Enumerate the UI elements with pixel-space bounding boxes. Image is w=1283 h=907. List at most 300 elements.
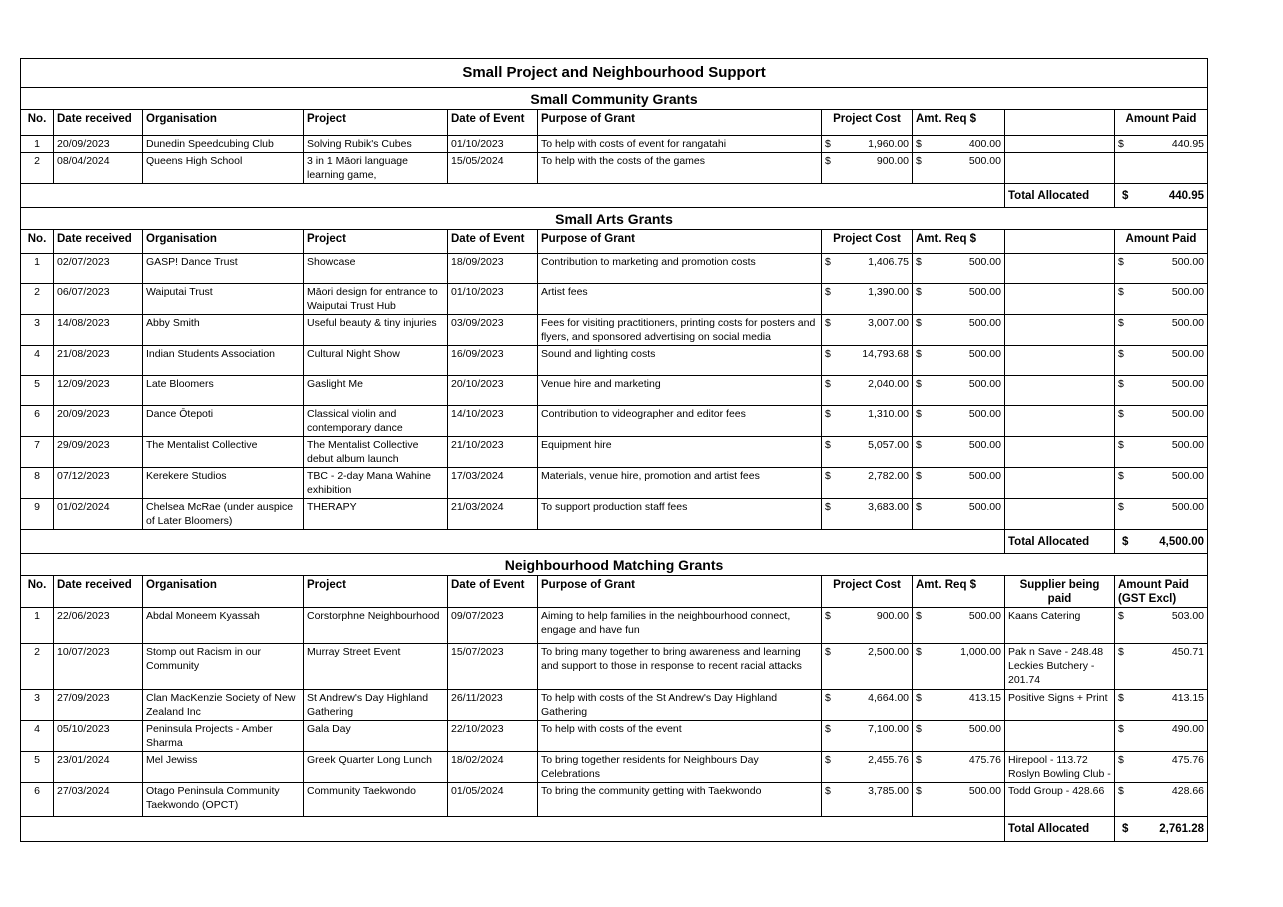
cell-no: 2 xyxy=(21,644,54,690)
currency-symbol: $ xyxy=(825,408,831,420)
section-title: Neighbourhood Matching Grants xyxy=(21,554,1208,576)
currency-symbol: $ xyxy=(1118,348,1124,360)
cell-project: TBC - 2-day Mana Wahine exhibition xyxy=(304,468,448,499)
cell-amount-paid-value: 500.00 xyxy=(1171,470,1205,482)
column-header xyxy=(1115,230,1208,254)
column-header: Date received xyxy=(54,576,143,608)
cell-purpose: To help with costs of event for rangatahi xyxy=(538,136,822,153)
cell-purpose: Venue hire and marketing xyxy=(538,376,822,406)
column-header: Purpose of Grant xyxy=(538,230,822,254)
total-amount xyxy=(1115,817,1208,842)
column-header: Date received xyxy=(54,110,143,136)
section-title-row xyxy=(21,208,1208,230)
column-header: No. xyxy=(21,230,54,254)
cell-amount-paid-value: 500.00 xyxy=(1171,408,1205,420)
header-row xyxy=(21,576,1208,608)
table-row xyxy=(21,284,1208,315)
cell-supplier: Positive Signs + Print xyxy=(1005,690,1115,721)
total-label: Total Allocated xyxy=(1005,530,1115,554)
total-value: 2,761.28 xyxy=(1159,823,1205,835)
currency-symbol: $ xyxy=(1118,286,1124,298)
currency-symbol: $ xyxy=(1118,754,1124,766)
cell-org: Queens High School xyxy=(143,153,304,184)
total-row xyxy=(21,817,1208,842)
cell-org: Kerekere Studios xyxy=(143,468,304,499)
cell-no: 1 xyxy=(21,608,54,644)
column-header: No. xyxy=(21,576,54,608)
cell-org: The Mentalist Collective xyxy=(143,437,304,468)
cell-purpose: Sound and lighting costs xyxy=(538,346,822,376)
cell-supplier xyxy=(1005,284,1115,315)
currency-symbol: $ xyxy=(825,138,831,150)
column-header: Date of Event xyxy=(448,110,538,136)
cell-amount-requested-value: 500.00 xyxy=(968,378,1001,390)
cell-project-cost-value: 900.00 xyxy=(876,610,909,622)
cell-no: 1 xyxy=(21,136,54,153)
column-header: Date of Event xyxy=(448,230,538,254)
cell-project: 3 in 1 Māori language learning game, xyxy=(304,153,448,184)
cell-supplier xyxy=(1005,153,1115,184)
cell-amount-requested xyxy=(913,499,1005,530)
currency-symbol: $ xyxy=(825,723,831,735)
table-row xyxy=(21,437,1208,468)
cell-project-cost-value: 2,455.76 xyxy=(868,754,909,766)
currency-symbol: $ xyxy=(1118,692,1124,704)
cell-amount-paid-value: 413.15 xyxy=(1171,692,1205,704)
cell-project: Cultural Night Show xyxy=(304,346,448,376)
cell-date: 01/02/2024 xyxy=(54,499,143,530)
table-row xyxy=(21,644,1208,690)
cell-supplier: Todd Group - 428.66 xyxy=(1005,783,1115,817)
cell-date: 27/03/2024 xyxy=(54,783,143,817)
cell-no: 8 xyxy=(21,468,54,499)
cell-org: Late Bloomers xyxy=(143,376,304,406)
column-header: Purpose of Grant xyxy=(538,576,822,608)
currency-symbol: $ xyxy=(916,754,922,766)
cell-project-cost xyxy=(822,752,913,783)
column-header-sublabel: (GST Excl) xyxy=(1118,593,1177,605)
cell-project-cost xyxy=(822,376,913,406)
cell-event: 18/02/2024 xyxy=(448,752,538,783)
cell-amount-paid xyxy=(1115,499,1208,530)
cell-amount-paid-value: 428.66 xyxy=(1171,785,1205,797)
column-header: Project xyxy=(304,576,448,608)
cell-amount-paid xyxy=(1115,346,1208,376)
grants-table xyxy=(20,58,1208,842)
total-row xyxy=(21,184,1208,208)
table-row xyxy=(21,254,1208,284)
cell-amount-requested xyxy=(913,153,1005,184)
currency-symbol: $ xyxy=(916,317,922,329)
cell-event: 21/03/2024 xyxy=(448,499,538,530)
table-row xyxy=(21,376,1208,406)
cell-event: 09/07/2023 xyxy=(448,608,538,644)
cell-project-cost xyxy=(822,254,913,284)
cell-project: Gaslight Me xyxy=(304,376,448,406)
cell-event: 03/09/2023 xyxy=(448,315,538,346)
cell-amount-requested xyxy=(913,608,1005,644)
cell-project-cost xyxy=(822,783,913,817)
cell-project: Māori design for entrance to Waiputai Trust Hub xyxy=(304,284,448,315)
cell-supplier xyxy=(1005,254,1115,284)
cell-amount-requested-value: 500.00 xyxy=(968,348,1001,360)
cell-project: St Andrew's Day Highland Gathering xyxy=(304,690,448,721)
cell-amount-requested xyxy=(913,644,1005,690)
cell-amount-paid-value: 490.00 xyxy=(1171,723,1205,735)
cell-event: 18/09/2023 xyxy=(448,254,538,284)
cell-project: The Mentalist Collective debut album launch xyxy=(304,437,448,468)
total-spacer xyxy=(21,184,1005,208)
cell-amount-paid xyxy=(1115,437,1208,468)
column-header: Organisation xyxy=(143,576,304,608)
cell-amount-requested-value: 500.00 xyxy=(968,501,1001,513)
cell-date: 20/09/2023 xyxy=(54,136,143,153)
table-row xyxy=(21,752,1208,783)
cell-amount-paid-value: 500.00 xyxy=(1171,378,1205,390)
cell-no: 7 xyxy=(21,437,54,468)
table-row xyxy=(21,315,1208,346)
cell-project-cost xyxy=(822,284,913,315)
cell-amount-paid xyxy=(1115,153,1208,184)
cell-amount-paid xyxy=(1115,644,1208,690)
column-header-label: Amount Paid xyxy=(1125,233,1197,245)
cell-date: 12/09/2023 xyxy=(54,376,143,406)
currency-symbol: $ xyxy=(825,286,831,298)
currency-symbol: $ xyxy=(825,501,831,513)
cell-amount-requested-value: 500.00 xyxy=(968,785,1001,797)
currency-symbol: $ xyxy=(916,470,922,482)
cell-date: 20/09/2023 xyxy=(54,406,143,437)
cell-date: 07/12/2023 xyxy=(54,468,143,499)
total-value: 4,500.00 xyxy=(1159,535,1205,548)
cell-org: Abdal Moneem Kyassah xyxy=(143,608,304,644)
cell-purpose: To help with costs of the event xyxy=(538,721,822,752)
cell-no: 5 xyxy=(21,752,54,783)
cell-amount-requested xyxy=(913,284,1005,315)
cell-org: Peninsula Projects - Amber Sharma xyxy=(143,721,304,752)
total-label: Total Allocated xyxy=(1005,184,1115,208)
cell-org: Indian Students Association xyxy=(143,346,304,376)
cell-project-cost-value: 900.00 xyxy=(876,155,909,167)
cell-event: 15/07/2023 xyxy=(448,644,538,690)
cell-supplier xyxy=(1005,406,1115,437)
cell-amount-requested xyxy=(913,468,1005,499)
currency-symbol: $ xyxy=(916,785,922,797)
cell-amount-requested-value: 500.00 xyxy=(968,439,1001,451)
currency-symbol: $ xyxy=(825,785,831,797)
cell-event: 17/03/2024 xyxy=(448,468,538,499)
total-row xyxy=(21,530,1208,554)
table-row xyxy=(21,153,1208,184)
currency-symbol: $ xyxy=(1118,256,1124,268)
currency-symbol: $ xyxy=(1118,439,1124,451)
cell-amount-requested xyxy=(913,437,1005,468)
cell-no: 5 xyxy=(21,376,54,406)
cell-purpose: To help with costs of the St Andrew's Day Highland Gathering xyxy=(538,690,822,721)
column-header xyxy=(1005,230,1115,254)
currency-symbol: $ xyxy=(916,138,922,150)
cell-date: 10/07/2023 xyxy=(54,644,143,690)
cell-amount-paid-value: 440.95 xyxy=(1171,138,1205,150)
currency-symbol: $ xyxy=(1118,723,1124,735)
cell-date: 06/07/2023 xyxy=(54,284,143,315)
table-row xyxy=(21,608,1208,644)
cell-purpose: Equipment hire xyxy=(538,437,822,468)
cell-amount-paid-value: 500.00 xyxy=(1171,317,1205,329)
currency-symbol: $ xyxy=(825,646,831,658)
currency-symbol: $ xyxy=(825,439,831,451)
cell-no: 1 xyxy=(21,254,54,284)
cell-no: 6 xyxy=(21,783,54,817)
total-label: Total Allocated xyxy=(1005,817,1115,842)
total-value: 440.95 xyxy=(1168,189,1205,202)
currency-symbol: $ xyxy=(916,378,922,390)
cell-amount-paid-value: 500.00 xyxy=(1171,439,1205,451)
column-header-label: Amount Paid xyxy=(1125,113,1197,125)
cell-purpose: To bring many together to bring awareness and learning and support to those in response to recent racial attacks xyxy=(538,644,822,690)
cell-org: Clan MacKenzie Society of New Zealand Inc xyxy=(143,690,304,721)
cell-purpose: Contribution to videographer and editor fees xyxy=(538,406,822,437)
cell-event: 15/05/2024 xyxy=(448,153,538,184)
cell-amount-paid-value: 500.00 xyxy=(1171,286,1205,298)
cell-event: 20/10/2023 xyxy=(448,376,538,406)
cell-project: THERAPY xyxy=(304,499,448,530)
cell-amount-requested xyxy=(913,346,1005,376)
currency-symbol: $ xyxy=(916,408,922,420)
cell-amount-paid-value: 500.00 xyxy=(1171,348,1205,360)
column-header: Amt. Req $ xyxy=(913,576,1005,608)
cell-amount-paid xyxy=(1115,783,1208,817)
cell-project: Murray Street Event xyxy=(304,644,448,690)
cell-purpose: Fees for visiting practitioners, printing costs for posters and flyers, and sponsored advertising on social media xyxy=(538,315,822,346)
cell-amount-requested xyxy=(913,783,1005,817)
cell-amount-requested xyxy=(913,406,1005,437)
column-header xyxy=(1115,110,1208,136)
total-spacer xyxy=(21,817,1005,842)
cell-project-cost-value: 1,390.00 xyxy=(868,286,909,298)
currency-symbol: $ xyxy=(1118,646,1124,658)
cell-no: 4 xyxy=(21,346,54,376)
currency-symbol: $ xyxy=(825,610,831,622)
column-header: No. xyxy=(21,110,54,136)
table-row xyxy=(21,406,1208,437)
cell-date: 22/06/2023 xyxy=(54,608,143,644)
cell-supplier: Pak n Save - 248.48 Leckies Butchery - 201.74 xyxy=(1005,644,1115,690)
section-title: Small Arts Grants xyxy=(21,208,1208,230)
cell-amount-requested-value: 500.00 xyxy=(968,317,1001,329)
total-spacer xyxy=(21,530,1005,554)
table-row xyxy=(21,499,1208,530)
cell-event: 01/05/2024 xyxy=(448,783,538,817)
column-header: Organisation xyxy=(143,110,304,136)
cell-purpose: Contribution to marketing and promotion costs xyxy=(538,254,822,284)
cell-project-cost-value: 3,007.00 xyxy=(868,317,909,329)
cell-amount-requested-value: 500.00 xyxy=(968,155,1001,167)
cell-amount-requested-value: 1,000.00 xyxy=(960,646,1001,658)
cell-org: Stomp out Racism in our Community xyxy=(143,644,304,690)
cell-project-cost xyxy=(822,136,913,153)
cell-amount-paid xyxy=(1115,752,1208,783)
section-title-row xyxy=(21,88,1208,110)
cell-project-cost xyxy=(822,608,913,644)
cell-supplier xyxy=(1005,376,1115,406)
cell-project: Greek Quarter Long Lunch xyxy=(304,752,448,783)
cell-amount-requested-value: 475.76 xyxy=(968,754,1001,766)
cell-amount-requested xyxy=(913,315,1005,346)
currency-symbol: $ xyxy=(825,317,831,329)
cell-project-cost-value: 2,040.00 xyxy=(868,378,909,390)
cell-event: 14/10/2023 xyxy=(448,406,538,437)
cell-org: Chelsea McRae (under auspice of Later Bloomers) xyxy=(143,499,304,530)
cell-project-cost xyxy=(822,644,913,690)
cell-project-cost-value: 4,664.00 xyxy=(868,692,909,704)
cell-amount-requested-value: 500.00 xyxy=(968,610,1001,622)
cell-event: 21/10/2023 xyxy=(448,437,538,468)
cell-event: 26/11/2023 xyxy=(448,690,538,721)
cell-date: 21/08/2023 xyxy=(54,346,143,376)
cell-project-cost-value: 1,960.00 xyxy=(868,138,909,150)
section-title-row xyxy=(21,554,1208,576)
cell-date: 23/01/2024 xyxy=(54,752,143,783)
currency-symbol: $ xyxy=(916,501,922,513)
cell-project-cost-value: 2,782.00 xyxy=(868,470,909,482)
cell-amount-paid xyxy=(1115,721,1208,752)
currency-symbol: $ xyxy=(825,348,831,360)
cell-supplier xyxy=(1005,499,1115,530)
cell-no: 2 xyxy=(21,284,54,315)
table-row xyxy=(21,783,1208,817)
cell-no: 2 xyxy=(21,153,54,184)
cell-event: 01/10/2023 xyxy=(448,284,538,315)
cell-event: 01/10/2023 xyxy=(448,136,538,153)
cell-org: Otago Peninsula Community Taekwondo (OPCT) xyxy=(143,783,304,817)
cell-project-cost-value: 2,500.00 xyxy=(868,646,909,658)
cell-no: 6 xyxy=(21,406,54,437)
cell-project-cost xyxy=(822,406,913,437)
currency-symbol: $ xyxy=(825,256,831,268)
cell-amount-requested-value: 500.00 xyxy=(968,470,1001,482)
cell-date: 14/08/2023 xyxy=(54,315,143,346)
currency-symbol: $ xyxy=(825,470,831,482)
currency-symbol: $ xyxy=(1118,408,1124,420)
cell-supplier xyxy=(1005,468,1115,499)
cell-amount-paid xyxy=(1115,254,1208,284)
table-row xyxy=(21,136,1208,153)
cell-project-cost-value: 1,406.75 xyxy=(868,256,909,268)
cell-supplier xyxy=(1005,437,1115,468)
cell-project: Useful beauty & tiny injuries xyxy=(304,315,448,346)
cell-amount-requested-value: 500.00 xyxy=(968,256,1001,268)
cell-amount-requested xyxy=(913,690,1005,721)
cell-purpose: Materials, venue hire, promotion and artist fees xyxy=(538,468,822,499)
cell-amount-paid xyxy=(1115,376,1208,406)
cell-org: Dance Ōtepoti xyxy=(143,406,304,437)
cell-amount-paid-value: 450.71 xyxy=(1171,646,1205,658)
cell-no: 9 xyxy=(21,499,54,530)
column-header: Project Cost xyxy=(822,576,913,608)
currency-symbol: $ xyxy=(1118,317,1124,329)
currency-symbol: $ xyxy=(1122,189,1129,202)
cell-event: 16/09/2023 xyxy=(448,346,538,376)
cell-purpose: To bring together residents for Neighbours Day Celebrations xyxy=(538,752,822,783)
title-row xyxy=(21,59,1208,88)
header-row xyxy=(21,230,1208,254)
currency-symbol: $ xyxy=(916,286,922,298)
cell-purpose: To help with the costs of the games xyxy=(538,153,822,184)
cell-date: 27/09/2023 xyxy=(54,690,143,721)
column-header: Date received xyxy=(54,230,143,254)
currency-symbol: $ xyxy=(1118,378,1124,390)
cell-purpose: Aiming to help families in the neighbourhood connect, engage and have fun xyxy=(538,608,822,644)
table-row xyxy=(21,690,1208,721)
cell-amount-paid-value: 503.00 xyxy=(1171,610,1205,622)
column-header: Project Cost xyxy=(822,230,913,254)
currency-symbol: $ xyxy=(1118,610,1124,622)
cell-date: 05/10/2023 xyxy=(54,721,143,752)
cell-amount-requested-value: 500.00 xyxy=(968,723,1001,735)
cell-project-cost xyxy=(822,153,913,184)
cell-org: GASP! Dance Trust xyxy=(143,254,304,284)
cell-project-cost-value: 3,785.00 xyxy=(868,785,909,797)
column-header: Amt. Req $ xyxy=(913,230,1005,254)
section-title: Small Community Grants xyxy=(21,88,1208,110)
cell-amount-requested-value: 500.00 xyxy=(968,408,1001,420)
cell-amount-requested-value: 400.00 xyxy=(968,138,1001,150)
cell-amount-requested xyxy=(913,254,1005,284)
column-header: Date of Event xyxy=(448,576,538,608)
currency-symbol: $ xyxy=(1118,785,1124,797)
cell-amount-paid xyxy=(1115,136,1208,153)
cell-supplier xyxy=(1005,136,1115,153)
cell-project-cost-value: 14,793.68 xyxy=(862,348,909,360)
cell-project: Showcase xyxy=(304,254,448,284)
cell-amount-paid xyxy=(1115,468,1208,499)
currency-symbol: $ xyxy=(916,155,922,167)
cell-project-cost-value: 3,683.00 xyxy=(868,501,909,513)
cell-supplier: Kaans Catering xyxy=(1005,608,1115,644)
cell-supplier: Hirepool - 113.72 Roslyn Bowling Club - xyxy=(1005,752,1115,783)
currency-symbol: $ xyxy=(916,692,922,704)
currency-symbol: $ xyxy=(1118,138,1124,150)
cell-amount-paid xyxy=(1115,315,1208,346)
cell-no: 3 xyxy=(21,315,54,346)
cell-org: Dunedin Speedcubing Club xyxy=(143,136,304,153)
column-header: Project Cost xyxy=(822,110,913,136)
cell-purpose: To bring the community getting with Taekwondo xyxy=(538,783,822,817)
cell-amount-paid xyxy=(1115,284,1208,315)
currency-symbol: $ xyxy=(1122,823,1129,835)
cell-amount-paid-value: 500.00 xyxy=(1171,501,1205,513)
currency-symbol: $ xyxy=(916,646,922,658)
cell-purpose: To support production staff fees xyxy=(538,499,822,530)
currency-symbol: $ xyxy=(916,348,922,360)
cell-project-cost-value: 5,057.00 xyxy=(868,439,909,451)
currency-symbol: $ xyxy=(1122,535,1129,548)
cell-no: 4 xyxy=(21,721,54,752)
currency-symbol: $ xyxy=(825,692,831,704)
cell-amount-paid xyxy=(1115,690,1208,721)
page-title: Small Project and Neighbourhood Support xyxy=(21,59,1208,88)
column-header: Organisation xyxy=(143,230,304,254)
cell-project: Corstorphne Neighbourhood xyxy=(304,608,448,644)
column-header: Purpose of Grant xyxy=(538,110,822,136)
cell-amount-requested xyxy=(913,752,1005,783)
cell-project-cost xyxy=(822,499,913,530)
column-header: Supplier being paid xyxy=(1005,576,1115,608)
cell-amount-requested xyxy=(913,376,1005,406)
table-row xyxy=(21,721,1208,752)
total-amount xyxy=(1115,184,1208,208)
